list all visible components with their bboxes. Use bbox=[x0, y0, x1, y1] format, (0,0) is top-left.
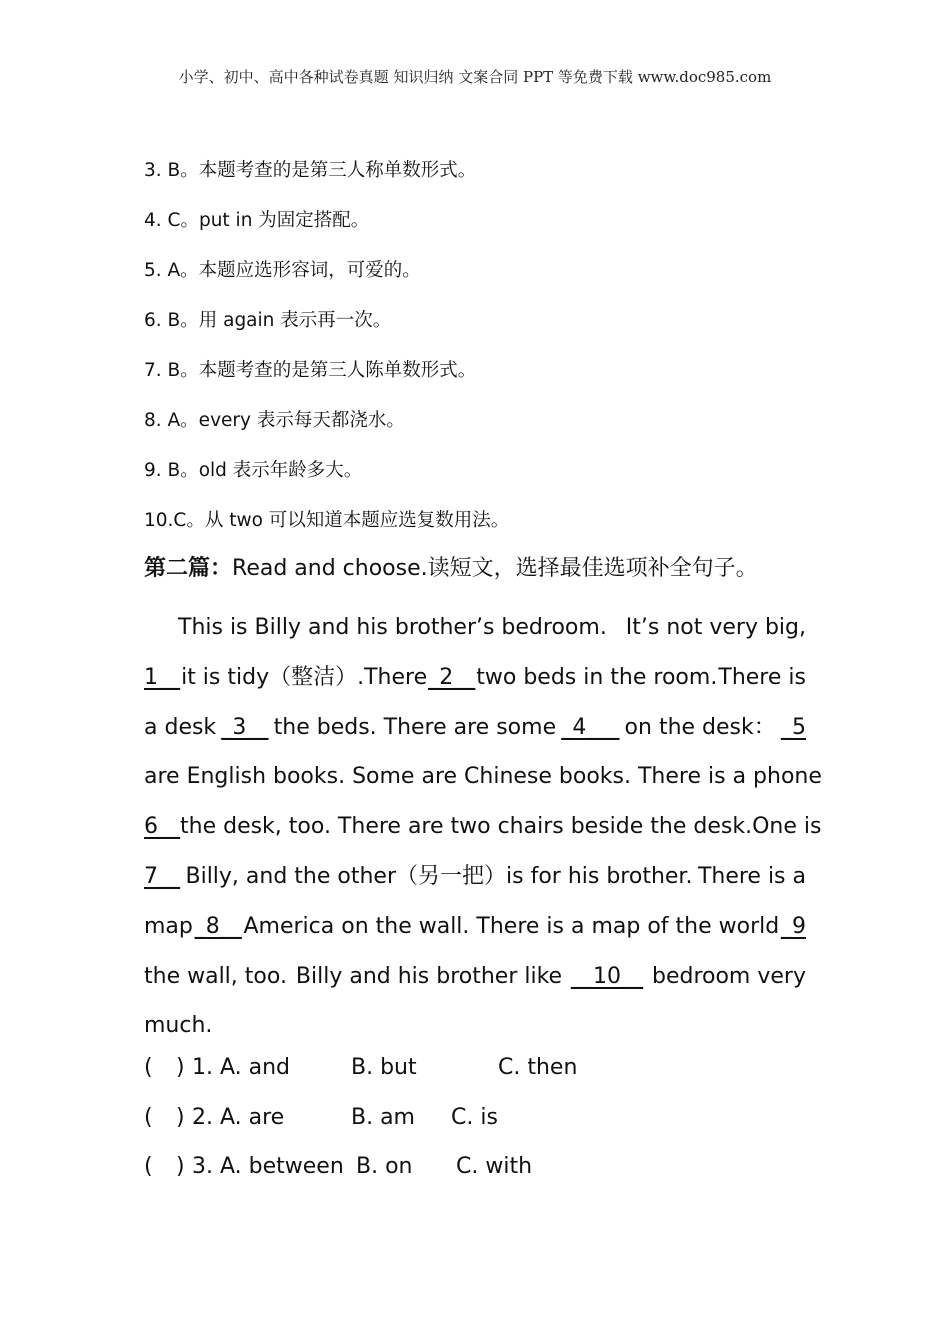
option-b: B. am bbox=[351, 1105, 415, 1130]
passage-text: are English books. Some are Chinese books. There is a phone bbox=[144, 764, 822, 790]
passage-text: it is tidy（整洁）.There bbox=[181, 664, 428, 690]
passage-text: much. bbox=[144, 1013, 213, 1039]
passage-line bbox=[144, 902, 806, 952]
section-label: 第二篇： bbox=[144, 556, 233, 581]
answer-item: 6. B。用 again 表示再一次。 bbox=[144, 310, 392, 331]
option-c: C. with bbox=[456, 1154, 533, 1179]
answer-item: 8. A。every 表示每天都浇水。 bbox=[144, 410, 405, 431]
answer-paren-open: ( bbox=[144, 1105, 153, 1130]
option-a: 1. A. and bbox=[192, 1055, 291, 1080]
passage-line bbox=[144, 703, 806, 753]
blank-10: __10__ bbox=[571, 963, 644, 989]
passage-text: There is bbox=[718, 664, 806, 690]
passage-line bbox=[144, 952, 806, 1002]
blank-9: _9 bbox=[781, 913, 806, 939]
blank-3: _3__ bbox=[221, 714, 269, 740]
option-a: 3. A. between bbox=[192, 1154, 344, 1179]
passage-text: bedroom very bbox=[651, 963, 806, 989]
passage-line bbox=[144, 802, 822, 852]
section-title bbox=[144, 554, 758, 584]
passage-text: There is a bbox=[697, 863, 806, 889]
answer-item: 9. B。old 表示年龄多大。 bbox=[144, 460, 363, 481]
blank-7: 7__ bbox=[144, 863, 180, 889]
passage-text: the beds. There are some bbox=[273, 714, 557, 740]
passage-text: the wall, too. bbox=[144, 963, 287, 989]
answer-paren-close: ) bbox=[176, 1154, 185, 1179]
passage-text: on the desk： bbox=[624, 714, 776, 740]
option-b: B. on bbox=[356, 1154, 413, 1179]
passage-text: One is bbox=[752, 814, 822, 840]
passage-line bbox=[144, 752, 822, 802]
reading-passage bbox=[144, 603, 822, 1051]
answer-paren-open: ( bbox=[144, 1154, 153, 1179]
answer-item: 4. C。put in 为固定搭配。 bbox=[144, 210, 370, 231]
passage-line bbox=[144, 603, 806, 653]
answer-item: 3. B。本题考查的是第三人称单数形式。 bbox=[144, 160, 477, 181]
answer-paren-close: ) bbox=[176, 1105, 185, 1130]
option-b: B. but bbox=[351, 1055, 417, 1080]
blank-4: _4___ bbox=[561, 714, 620, 740]
passage-text: America on the wall. There is a map of the world bbox=[243, 913, 780, 939]
blank-1: 1__ bbox=[144, 664, 180, 690]
passage-text: two beds in the room. bbox=[476, 664, 718, 690]
blank-5: _5 bbox=[780, 714, 806, 740]
section-instruction: Read and choose.读短文，选择最佳选项补全句子。 bbox=[232, 556, 758, 581]
passage-text: Billy and his brother like bbox=[295, 963, 563, 989]
page-header: 小学、初中、高中各种试卷真题 知识归纳 文案合同 PPT 等免费下载 www.doc985.com bbox=[178, 68, 772, 86]
answer-paren-close: ) bbox=[176, 1055, 185, 1080]
blank-2: _2__ bbox=[428, 664, 476, 690]
option-c: C. is bbox=[451, 1105, 498, 1130]
answer-item: 7. B。本题考查的是第三人陈单数形式。 bbox=[144, 360, 477, 381]
passage-line bbox=[144, 1001, 806, 1051]
blank-8: _8__ bbox=[194, 913, 242, 939]
passage-line bbox=[144, 653, 806, 703]
passage-text: It’s not very big, bbox=[625, 615, 806, 640]
answer-item: 5. A。本题应选形容词，可爱的。 bbox=[144, 260, 421, 281]
passage-text: Billy, and the other（另一把）is for his brother. bbox=[185, 863, 693, 889]
passage-text: the desk, too. There are two chairs beside the desk. bbox=[180, 814, 753, 840]
passage-line bbox=[144, 852, 806, 902]
passage-text: This is Billy and his brother’s bedroom. bbox=[178, 615, 607, 640]
option-a: 2. A. are bbox=[192, 1105, 285, 1130]
answer-item: 10.C。从 two 可以知道本题应选复数用法。 bbox=[144, 510, 510, 531]
blank-6: 6__ bbox=[144, 814, 180, 840]
option-c: C. then bbox=[498, 1055, 578, 1080]
passage-text: map bbox=[144, 913, 193, 939]
passage-text: a desk bbox=[144, 714, 217, 740]
answer-list bbox=[144, 158, 824, 558]
answer-paren-open: ( bbox=[144, 1055, 153, 1080]
